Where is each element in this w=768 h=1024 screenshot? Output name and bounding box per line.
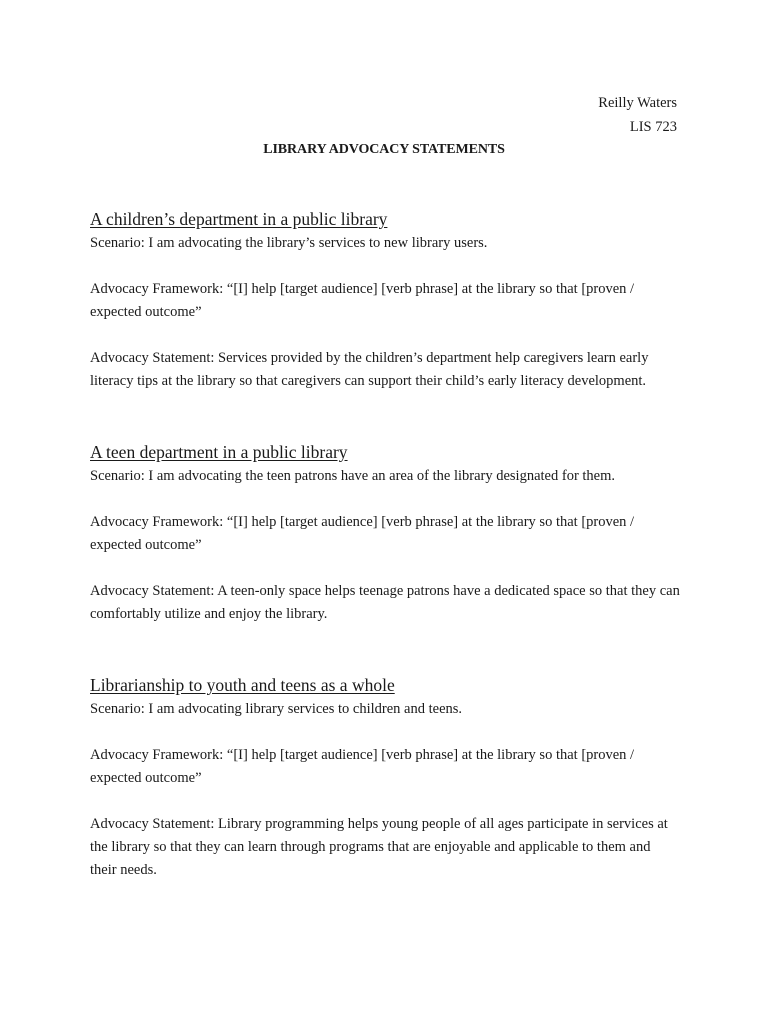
framework-text: Advocacy Framework: “[I] help [target audience] [verb phrase] at the library so that [proven / expected outcome” <box>90 514 635 553</box>
section-childrens-department <box>90 207 680 393</box>
statement-text: Advocacy Statement: Library programming helps young people of all ages participate in services at the library so that they can learn through programs that are enjoyable and applicable to them and their needs. <box>90 816 668 878</box>
course-code: LIS 723 <box>629 119 677 135</box>
section-heading: A children’s department in a public library <box>90 209 388 229</box>
section-heading: A teen department in a public library <box>90 442 348 462</box>
author-name: Reilly Waters <box>598 95 677 111</box>
document-title: LIBRARY ADVOCACY STATEMENTS <box>263 142 505 157</box>
framework-text: Advocacy Framework: “[I] help [target audience] [verb phrase] at the library so that [proven / expected outcome” <box>90 747 635 786</box>
section-heading: Librarianship to youth and teens as a whole <box>90 675 395 695</box>
section-youth-and-teens <box>90 673 680 882</box>
scenario-text: Scenario: I am advocating the teen patrons have an area of the library designated for them. <box>90 468 616 484</box>
statement-text: Advocacy Statement: Services provided by the children’s department help caregivers learn early literacy tips at the library so that caregivers can support their child’s early literacy development. <box>90 350 649 389</box>
author-header <box>598 91 677 139</box>
framework-text: Advocacy Framework: “[I] help [target audience] [verb phrase] at the library so that [proven / expected outcome” <box>90 281 635 320</box>
scenario-text: Scenario: I am advocating library services to children and teens. <box>90 701 463 717</box>
statement-text: Advocacy Statement: A teen-only space helps teenage patrons have a dedicated space so that they can comfortably utilize and enjoy the library. <box>90 583 680 622</box>
scenario-text: Scenario: I am advocating the library’s services to new library users. <box>90 235 488 251</box>
section-teen-department <box>90 440 680 626</box>
